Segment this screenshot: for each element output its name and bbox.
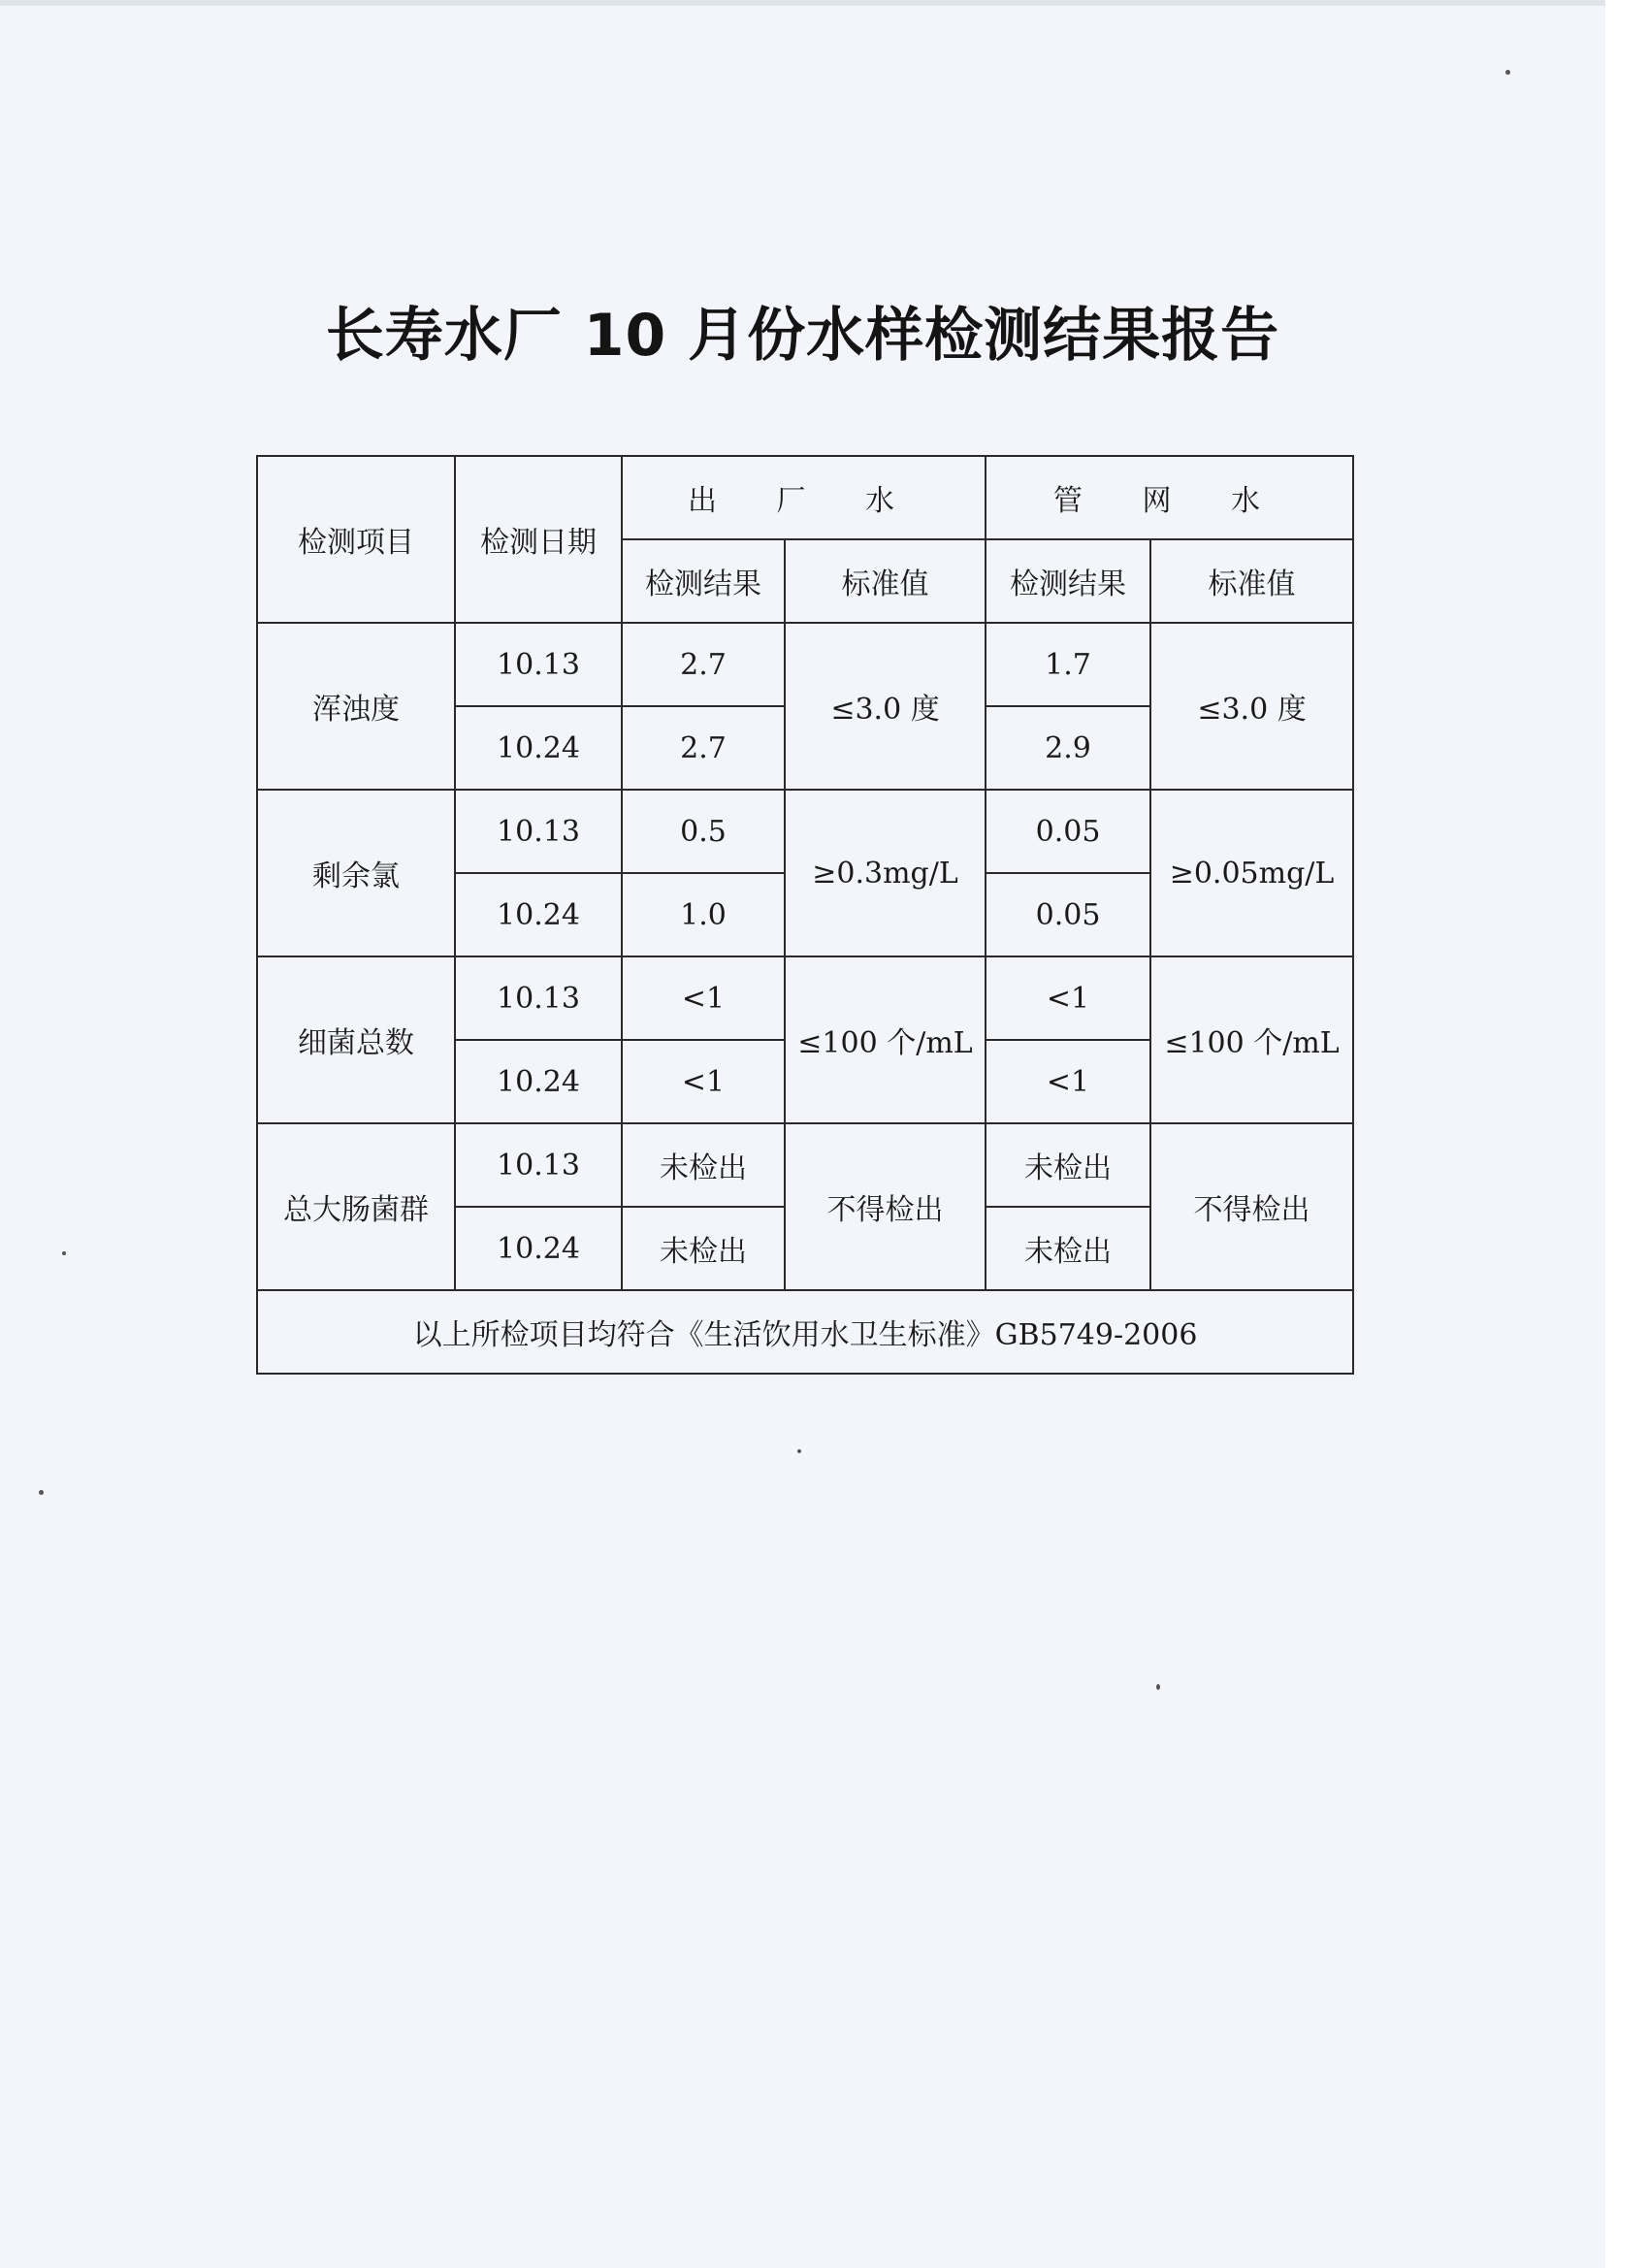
table-row xyxy=(257,623,1353,706)
date-cell: 10.24 xyxy=(455,1040,622,1123)
factory-result-cell: <1 xyxy=(622,1040,785,1123)
table-row xyxy=(257,956,1353,1040)
item-cell: 剩余氯 xyxy=(257,790,455,956)
scan-speck xyxy=(1505,70,1510,75)
scan-speck xyxy=(39,1490,44,1495)
note-row xyxy=(257,1290,1353,1374)
header-row xyxy=(257,456,1353,539)
network-result-cell: 未检出 xyxy=(986,1123,1150,1207)
header-item: 检测项目 xyxy=(257,456,455,623)
subheader-factory-standard: 标准值 xyxy=(785,539,986,623)
network-result-cell: 0.05 xyxy=(986,873,1150,956)
scan-right-edge xyxy=(1605,0,1649,2268)
date-cell: 10.13 xyxy=(455,1123,622,1207)
network-standard-cell: ≥0.05mg/L xyxy=(1150,790,1353,956)
factory-standard-cell: ≥0.3mg/L xyxy=(785,790,986,956)
item-cell: 总大肠菌群 xyxy=(257,1123,455,1290)
table-row xyxy=(257,790,1353,873)
header-factory-water: 出 厂 水 xyxy=(622,456,986,539)
header-date: 检测日期 xyxy=(455,456,622,623)
scan-speck xyxy=(62,1251,66,1255)
item-cell: 细菌总数 xyxy=(257,956,455,1123)
item-cell: 浑浊度 xyxy=(257,623,455,790)
network-result-cell: 1.7 xyxy=(986,623,1150,706)
header-network-water: 管 网 水 xyxy=(986,456,1353,539)
compliance-note: 以上所检项目均符合《生活饮用水卫生标准》GB5749-2006 xyxy=(257,1290,1353,1374)
subheader-network-result: 检测结果 xyxy=(986,539,1150,623)
scan-speck xyxy=(1156,1684,1160,1690)
network-result-cell: 2.9 xyxy=(986,706,1150,790)
network-standard-cell: ≤100 个/mL xyxy=(1150,956,1353,1123)
date-cell: 10.24 xyxy=(455,706,622,790)
report-title: 长寿水厂 10 月份水样检测结果报告 xyxy=(325,302,1280,370)
factory-result-cell: 2.7 xyxy=(622,623,785,706)
date-cell: 10.24 xyxy=(455,873,622,956)
factory-result-cell: <1 xyxy=(622,956,785,1040)
subheader-factory-result: 检测结果 xyxy=(622,539,785,623)
date-cell: 10.13 xyxy=(455,623,622,706)
network-result-cell: <1 xyxy=(986,1040,1150,1123)
date-cell: 10.24 xyxy=(455,1207,622,1290)
factory-result-cell: 1.0 xyxy=(622,873,785,956)
date-cell: 10.13 xyxy=(455,790,622,873)
scan-top-edge xyxy=(0,0,1649,6)
network-result-cell: 0.05 xyxy=(986,790,1150,873)
subheader-network-standard: 标准值 xyxy=(1150,539,1353,623)
table-row xyxy=(257,1123,1353,1207)
network-result-cell: 未检出 xyxy=(986,1207,1150,1290)
scan-speck xyxy=(797,1449,801,1453)
network-standard-cell: 不得检出 xyxy=(1150,1123,1353,1290)
results-table xyxy=(256,455,1354,1375)
factory-result-cell: 2.7 xyxy=(622,706,785,790)
factory-standard-cell: ≤3.0 度 xyxy=(785,623,986,790)
factory-standard-cell: 不得检出 xyxy=(785,1123,986,1290)
network-standard-cell: ≤3.0 度 xyxy=(1150,623,1353,790)
factory-result-cell: 未检出 xyxy=(622,1207,785,1290)
date-cell: 10.13 xyxy=(455,956,622,1040)
factory-result-cell: 0.5 xyxy=(622,790,785,873)
factory-result-cell: 未检出 xyxy=(622,1123,785,1207)
network-result-cell: <1 xyxy=(986,956,1150,1040)
factory-standard-cell: ≤100 个/mL xyxy=(785,956,986,1123)
